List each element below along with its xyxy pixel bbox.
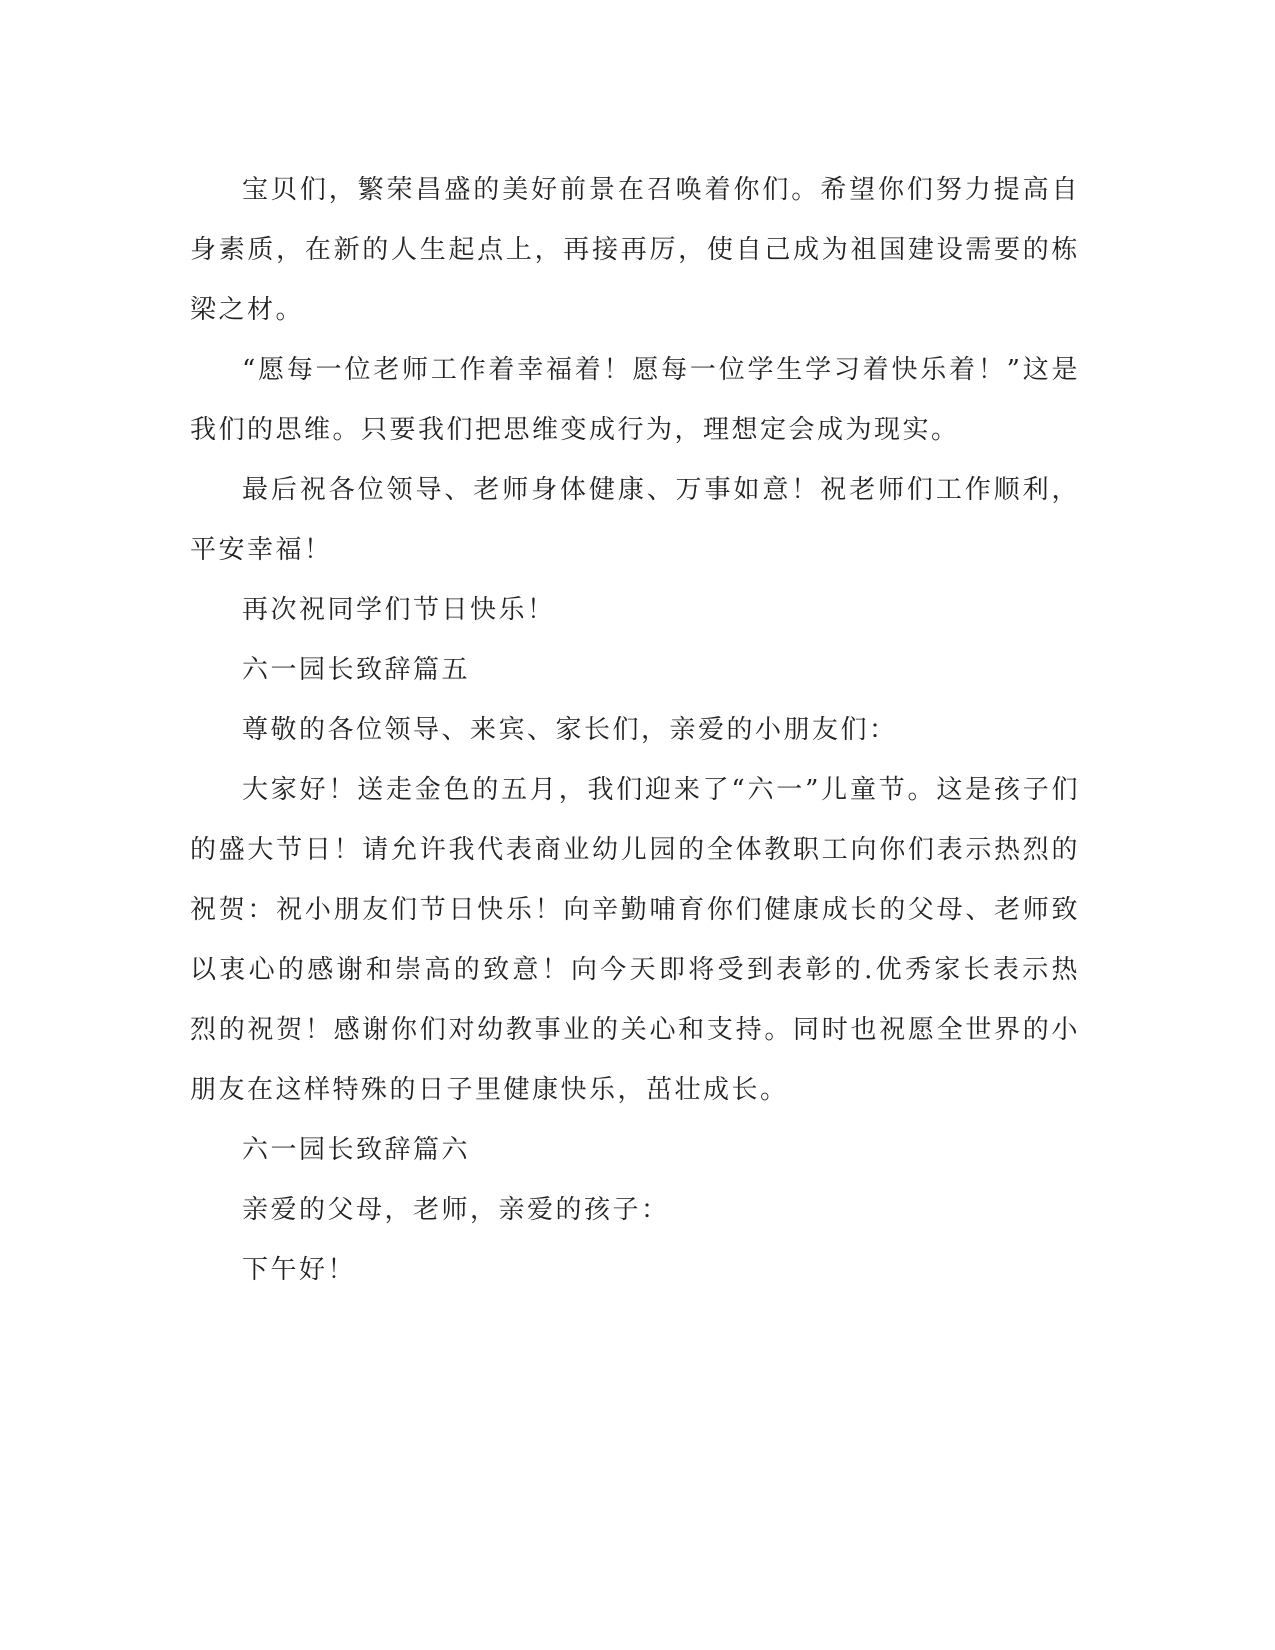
- section-heading-part-six: 六一园长致辞篇六: [242, 1135, 471, 1165]
- paragraph-closing-wishes-children: 宝贝们，繁荣昌盛的美好前景在召唤着你们。希望你们努力提高自身素质，在新的人生起点上，再接再厉，使自己成为祖国建设需要的栋梁之材。: [190, 175, 1080, 325]
- paragraph-salutation-six: 亲爱的父母，老师，亲爱的孩子：: [242, 1195, 670, 1225]
- paragraph-holiday-greeting: 再次祝同学们节日快乐！: [242, 595, 556, 625]
- paragraph-speech-body-five: 大家好！送走金色的五月，我们迎来了“六一”儿童节。这是孩子们的盛大节日！请允许我代表商业幼儿园的全体教职工向你们表示热烈的祝贺：祝小朋友们节日快乐！向辛勤哺育你们健康成长的父母、老师致以衷心的感谢和崇高的致意！向今天即将受到表彰的.优秀家长表示热烈的祝贺！感谢你们对幼教事业的关心和支持。同时也祝愿全世界的小朋友在这样特殊的日子里健康快乐，茁壮成长。: [190, 775, 1080, 1105]
- paragraph-good-afternoon: 下午好！: [242, 1255, 357, 1285]
- section-heading-part-five: 六一园长致辞篇五: [242, 655, 471, 685]
- paragraph-salutation-five: 尊敬的各位领导、来宾、家长们，亲爱的小朋友们：: [242, 715, 898, 745]
- document-body: [190, 160, 1080, 1300]
- paragraph-blessing-leaders: 最后祝各位领导、老师身体健康、万事如意！祝老师们工作顺利，平安幸福！: [190, 475, 1080, 565]
- paragraph-teacher-student-motto: “愿每一位老师工作着幸福着！愿每一位学生学习着快乐着！”这是我们的思维。只要我们把思维变成行为，理想定会成为现实。: [190, 355, 1080, 445]
